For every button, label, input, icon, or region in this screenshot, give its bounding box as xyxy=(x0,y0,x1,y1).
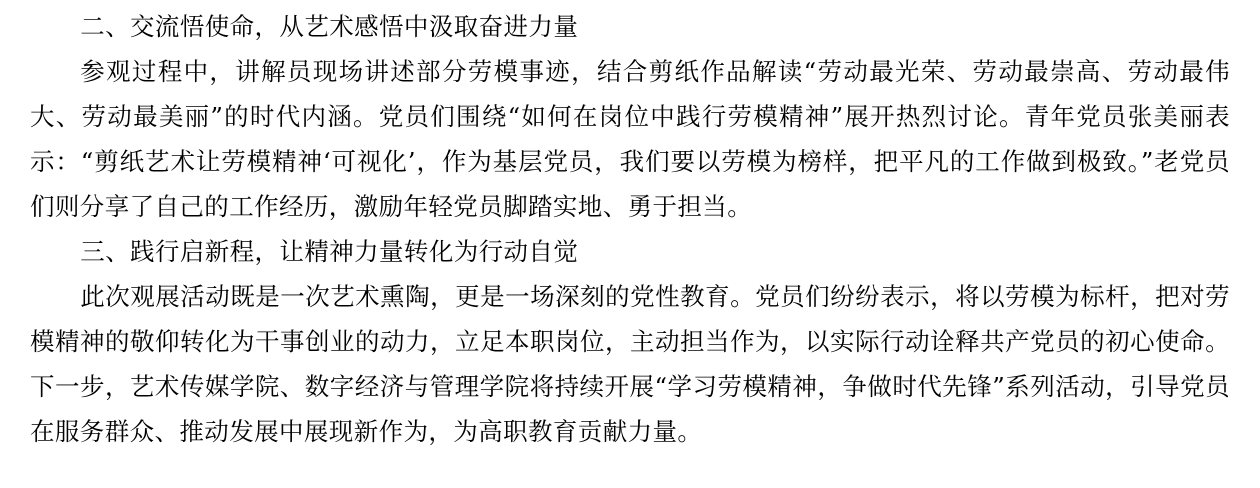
section-body-two: 参观过程中，讲解员现场讲述部分劳模事迹，结合剪纸作品解读“劳动最光荣、劳动最崇高、劳动最伟大、劳动最美丽”的时代内涵。党员们围绕“如何在岗位中践行劳模精神”展开热烈讨论。青年党员张美丽表示：“剪纸艺术让劳模精神‘可视化’，作为基层党员，我们要以劳模为榜样，把平凡的工作做到极致。”老党员们则分享了自己的工作经历，激励年轻党员脚踏实地、勇于担当。 xyxy=(30,57,1230,221)
section-heading-three: 三、践行启新程，让精神力量转化为行动自觉 xyxy=(80,237,579,266)
section-body-three: 此次观展活动既是一次艺术熏陶，更是一场深刻的党性教育。党员们纷纷表示，将以劳模为标杆，把对劳模精神的敬仰转化为干事创业的动力，立足本职岗位，主动担当作为，以实际行动诠释共产党员的初心使命。下一步，艺术传媒学院、数字经济与管理学院将持续开展“学习劳模精神，争做时代先锋”系列活动，引导党员在服务群众、推动发展中展现新作为，为高职教育贡献力量。 xyxy=(30,282,1230,446)
document-body xyxy=(30,0,1230,454)
section-heading-two: 二、交流悟使命，从艺术感悟中汲取奋进力量 xyxy=(80,12,579,41)
